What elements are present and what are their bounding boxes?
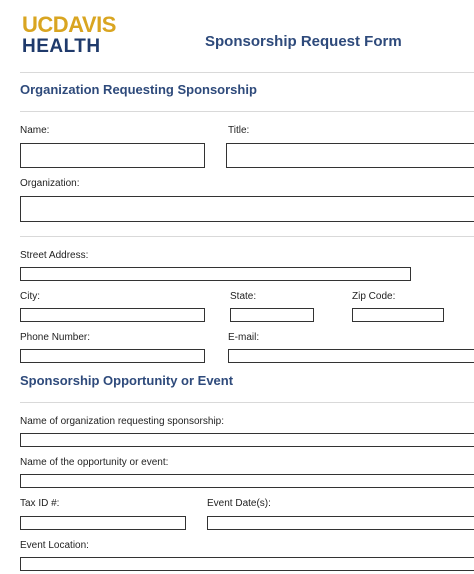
opportunity-name-label: Name of the opportunity or event: xyxy=(20,457,169,468)
zip-code-field[interactable] xyxy=(352,308,444,322)
city-field[interactable] xyxy=(20,308,205,322)
state-field[interactable] xyxy=(230,308,314,322)
street-address-label: Street Address: xyxy=(20,250,89,261)
tax-id-field[interactable] xyxy=(20,516,186,530)
event-location-field[interactable] xyxy=(20,557,474,571)
organization-field[interactable] xyxy=(20,196,474,222)
state-label: State: xyxy=(230,291,257,302)
section-opportunity-divider xyxy=(20,402,474,403)
event-dates-field[interactable] xyxy=(207,516,474,530)
event-dates-label: Event Date(s): xyxy=(207,498,271,509)
logo-davis-text: DAVIS xyxy=(52,12,116,37)
opportunity-name-field[interactable] xyxy=(20,474,474,488)
street-address-field[interactable] xyxy=(20,267,411,281)
organization-label: Organization: xyxy=(20,178,80,189)
section-opportunity-title: Sponsorship Opportunity or Event xyxy=(20,373,234,388)
city-label: City: xyxy=(20,291,40,302)
org-name-field[interactable] xyxy=(20,433,474,447)
email-field[interactable] xyxy=(228,349,474,363)
phone-number-field[interactable] xyxy=(20,349,205,363)
title-field[interactable] xyxy=(226,143,474,168)
form-title: Sponsorship Request Form xyxy=(205,33,402,50)
zip-code-label: Zip Code: xyxy=(352,291,396,302)
logo-uc-text: UC xyxy=(22,12,53,37)
section-organization-divider xyxy=(20,111,474,112)
title-label: Title: xyxy=(228,125,250,136)
phone-number-label: Phone Number: xyxy=(20,332,91,343)
organization-divider xyxy=(20,236,474,237)
uc-davis-health-logo xyxy=(22,14,116,56)
org-name-label: Name of organization requesting sponsorship: xyxy=(20,416,225,427)
email-label: E-mail: xyxy=(228,332,260,343)
logo-health-text: HEALTH xyxy=(22,36,101,57)
event-location-label: Event Location: xyxy=(20,540,89,551)
tax-id-label: Tax ID #: xyxy=(20,498,60,509)
top-divider xyxy=(20,72,474,73)
name-label: Name: xyxy=(20,125,50,136)
name-field[interactable] xyxy=(20,143,205,168)
section-organization-title: Organization Requesting Sponsorship xyxy=(20,82,257,97)
